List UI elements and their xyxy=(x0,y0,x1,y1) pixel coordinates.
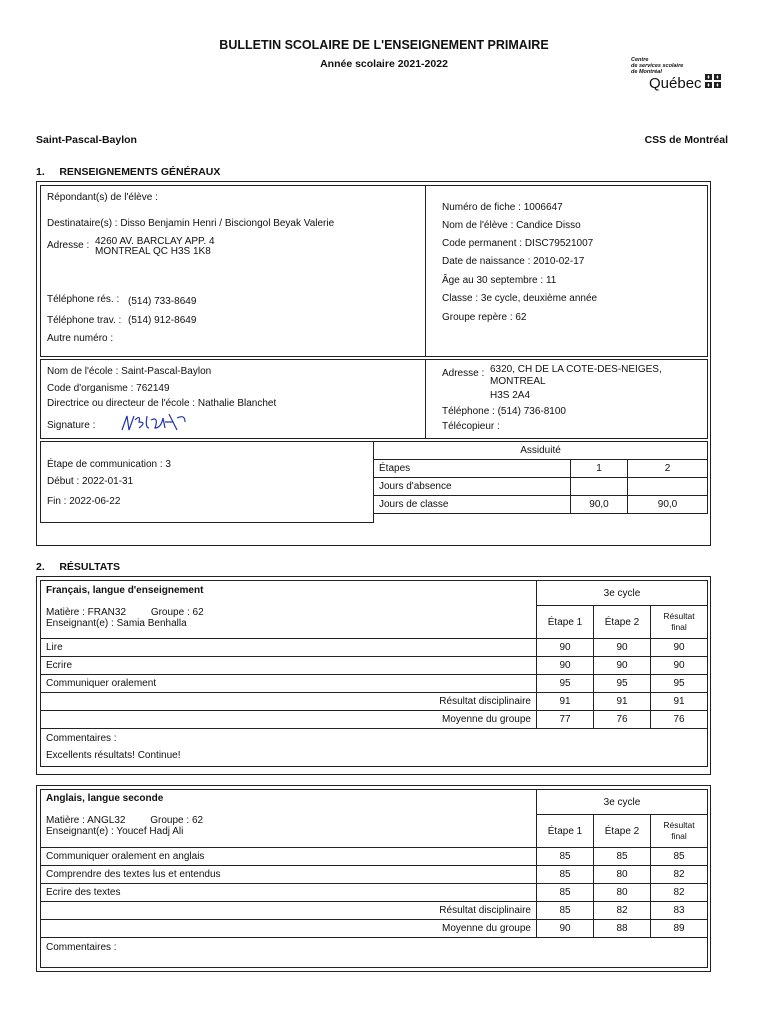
class-days-label: Jours de classe xyxy=(374,496,571,514)
logo-line-3: de Montréal xyxy=(631,69,662,75)
table-row xyxy=(41,884,708,902)
francais-header-etape-1: Étape 1 xyxy=(537,606,594,639)
grade-etape-1: 85 xyxy=(537,866,594,884)
competency-label: Ecrire des textes xyxy=(41,884,537,902)
school-phone: Téléphone : (514) 736-8100 xyxy=(442,406,566,417)
birth-date: Date de naissance : 2010-02-17 xyxy=(442,256,585,267)
anglais-header-final-2: final xyxy=(671,831,687,841)
grade-final: 90 xyxy=(651,639,708,657)
student-age: Âge au 30 septembre : 11 xyxy=(442,275,557,286)
grade-etape-2: 85 xyxy=(594,848,651,866)
table-row xyxy=(41,920,708,938)
attendance-etape-2: 2 xyxy=(628,460,708,478)
attendance-title: Assiduité xyxy=(374,442,708,460)
period-start: Début : 2022-01-31 xyxy=(47,476,134,487)
etape-communication: Étape de communication : 3 xyxy=(47,459,171,470)
francais-subject-name: Français, langue d'enseignement xyxy=(46,585,204,596)
francais-matiere-line xyxy=(46,607,531,618)
anglais-header-final-1: Résultat xyxy=(663,820,695,830)
francais-header-final xyxy=(651,606,708,639)
competency-label: Comprendre des textes lus et entendus xyxy=(41,866,537,884)
disciplinary-etape-2: 82 xyxy=(594,902,651,920)
grade-final: 82 xyxy=(651,866,708,884)
anglais-cycle: 3e cycle xyxy=(537,790,708,815)
anglais-subject-name: Anglais, langue seconde xyxy=(46,793,164,804)
class-days-etape-2: 90,0 xyxy=(628,496,708,514)
director-signature xyxy=(119,408,189,436)
group-average-final: 76 xyxy=(651,711,708,729)
css-montreal-logo xyxy=(631,57,731,93)
francais-header-final-2: final xyxy=(671,622,687,632)
table-row xyxy=(41,848,708,866)
class-days-etape-1: 90,0 xyxy=(571,496,628,514)
francais-header-etape-2: Étape 2 xyxy=(594,606,651,639)
anglais-header-etape-2: Étape 2 xyxy=(594,815,651,848)
section-results-title: 2. RÉSULTATS xyxy=(36,561,121,573)
groupe-repere: Groupe repère : 62 xyxy=(442,312,527,323)
grade-etape-1: 85 xyxy=(537,884,594,902)
grade-etape-2: 80 xyxy=(594,866,651,884)
table-row xyxy=(41,711,708,729)
francais-subject-cell xyxy=(41,581,537,639)
parent-address-label: Adresse : xyxy=(47,240,90,251)
school-address-line3: H3S 2A4 xyxy=(490,390,531,401)
period-end: Fin : 2022-06-22 xyxy=(47,496,121,507)
code-permanent: Code permanent : DISC79521007 xyxy=(442,238,594,249)
anglais-header-etape-1: Étape 1 xyxy=(537,815,594,848)
anglais-table xyxy=(40,789,708,968)
anglais-matiere: Matière : ANGL32 xyxy=(46,815,126,826)
tel-trav-label: Téléphone trav. : xyxy=(47,315,122,326)
school-name-field: Nom de l'école : Saint-Pascal-Baylon xyxy=(47,366,212,377)
school-address-box xyxy=(425,359,708,439)
table-row xyxy=(41,657,708,675)
francais-teacher: Enseignant(e) : Samia Benhalla xyxy=(46,618,187,629)
attendance-table xyxy=(373,441,708,514)
competency-label: Ecrire xyxy=(41,657,537,675)
francais-header-final-1: Résultat xyxy=(663,611,695,621)
school-address-line2: MONTREAL xyxy=(490,376,546,387)
quebec-flag-icon xyxy=(705,74,721,88)
student-class: Classe : 3e cycle, deuxième année xyxy=(442,293,598,304)
attendance-etapes-label: Étapes xyxy=(374,460,571,478)
francais-comments xyxy=(41,729,708,767)
school-name: Saint-Pascal-Baylon xyxy=(36,134,137,146)
anglais-matiere-line xyxy=(46,815,531,826)
attendance-etape-1: 1 xyxy=(571,460,628,478)
francais-table xyxy=(40,580,708,767)
school-box xyxy=(40,359,426,439)
competency-label: Lire xyxy=(41,639,537,657)
student-name: Nom de l'élève : Candice Disso xyxy=(442,220,581,231)
destinataires: Destinataire(s) : Disso Benjamin Henri / Bisciongol Beyak Valerie xyxy=(47,218,335,229)
anglais-subject-cell xyxy=(41,790,537,848)
francais-matiere: Matière : FRAN32 xyxy=(46,607,127,618)
disciplinary-result-label: Résultat disciplinaire xyxy=(41,693,537,711)
grade-etape-1: 90 xyxy=(537,657,594,675)
competency-label: Communiquer oralement en anglais xyxy=(41,848,537,866)
anglais-header-final xyxy=(651,815,708,848)
anglais-comments xyxy=(41,938,708,968)
table-row xyxy=(41,675,708,693)
director-name: Directrice ou directeur de l'école : Nathalie Blanchet xyxy=(47,398,277,409)
parents-box xyxy=(40,185,426,357)
disciplinary-final: 91 xyxy=(651,693,708,711)
autre-numero: Autre numéro : xyxy=(47,333,114,344)
disciplinary-etape-1: 91 xyxy=(537,693,594,711)
grade-etape-2: 90 xyxy=(594,639,651,657)
grade-final: 85 xyxy=(651,848,708,866)
signature-label: Signature : xyxy=(47,420,96,431)
absence-label: Jours d'absence xyxy=(374,478,571,496)
disciplinary-result-label: Résultat disciplinaire xyxy=(41,902,537,920)
francais-groupe: Groupe : 62 xyxy=(150,607,204,618)
css-name: CSS de Montréal xyxy=(644,134,728,146)
francais-comments-label: Commentaires : xyxy=(46,733,117,744)
grade-etape-2: 95 xyxy=(594,675,651,693)
francais-cycle: 3e cycle xyxy=(537,581,708,606)
group-average-etape-1: 77 xyxy=(537,711,594,729)
francais-comment-text: Excellents résultats! Continue! xyxy=(46,750,181,761)
table-row xyxy=(41,902,708,920)
absence-etape-1 xyxy=(571,478,628,496)
report-title: BULLETIN SCOLAIRE DE L'ENSEIGNEMENT PRIMAIRE xyxy=(219,38,549,52)
school-fax: Télécopieur : xyxy=(442,421,500,432)
grade-etape-2: 90 xyxy=(594,657,651,675)
group-average-etape-2: 76 xyxy=(594,711,651,729)
group-average-etape-1: 90 xyxy=(537,920,594,938)
group-average-etape-2: 88 xyxy=(594,920,651,938)
communication-period-box xyxy=(40,441,374,523)
table-row xyxy=(41,639,708,657)
disciplinary-etape-2: 91 xyxy=(594,693,651,711)
anglais-teacher: Enseignant(e) : Youcef Hadj Ali xyxy=(46,826,184,837)
tel-trav-value: (514) 912-8649 xyxy=(128,315,197,326)
table-row xyxy=(41,866,708,884)
school-address-label: Adresse : xyxy=(442,368,485,379)
disciplinary-etape-1: 85 xyxy=(537,902,594,920)
logo-line-2: de services scolaire xyxy=(631,63,684,69)
code-organisme: Code d'organisme : 762149 xyxy=(47,383,170,394)
parent-address-line2: MONTREAL QC H3S 1K8 xyxy=(95,246,211,257)
grade-final: 90 xyxy=(651,657,708,675)
section-general-title: 1. RENSEIGNEMENTS GÉNÉRAUX xyxy=(36,166,221,178)
student-box xyxy=(425,185,708,357)
grade-etape-1: 85 xyxy=(537,848,594,866)
logo-quebec-text: Québec xyxy=(649,75,702,92)
anglais-comments-label: Commentaires : xyxy=(46,942,117,953)
parent-address-line1: 4260 AV. BARCLAY APP. 4 xyxy=(95,236,215,247)
grade-final: 82 xyxy=(651,884,708,902)
table-row xyxy=(41,693,708,711)
disciplinary-final: 83 xyxy=(651,902,708,920)
grade-etape-2: 80 xyxy=(594,884,651,902)
tel-res-value: (514) 733-8649 xyxy=(128,296,197,307)
tel-res-label: Téléphone rés. : xyxy=(47,294,120,305)
numero-fiche: Numéro de fiche : 1006647 xyxy=(442,202,563,213)
group-average-final: 89 xyxy=(651,920,708,938)
absence-etape-2 xyxy=(628,478,708,496)
anglais-groupe: Groupe : 62 xyxy=(150,815,204,826)
logo-line-1: Centre xyxy=(631,57,649,63)
group-average-label: Moyenne du groupe xyxy=(41,920,537,938)
school-address-line1: 6320, CH DE LA COTE-DES-NEIGES, xyxy=(490,364,662,375)
grade-final: 95 xyxy=(651,675,708,693)
school-year: Année scolaire 2021-2022 xyxy=(320,58,448,70)
competency-label: Communiquer oralement xyxy=(41,675,537,693)
grade-etape-1: 95 xyxy=(537,675,594,693)
group-average-label: Moyenne du groupe xyxy=(41,711,537,729)
respondants-label: Répondant(s) de l'élève : xyxy=(47,192,158,203)
grade-etape-1: 90 xyxy=(537,639,594,657)
